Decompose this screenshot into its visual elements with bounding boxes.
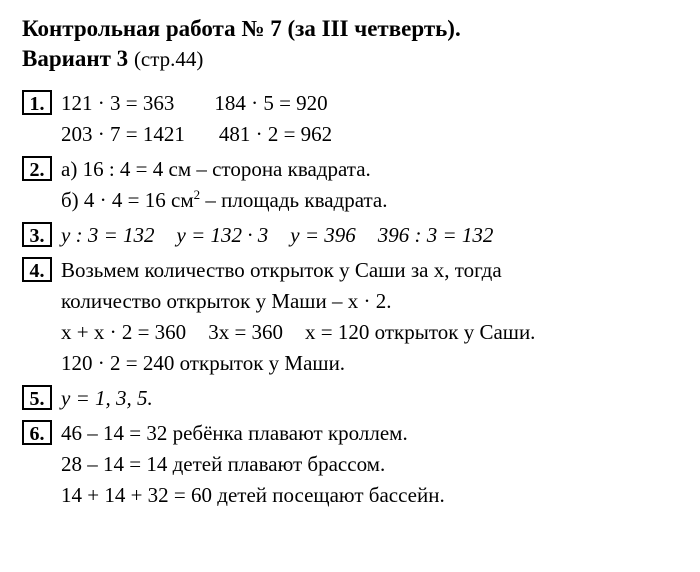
superscript: 2 bbox=[193, 187, 201, 202]
task-line bbox=[61, 88, 690, 119]
task-number: 1. bbox=[22, 90, 52, 115]
task-line: а) 16 : 4 = 4 см – сторона квадрата. bbox=[61, 157, 371, 181]
task-item bbox=[22, 154, 690, 216]
expression: 396 : 3 = 132 bbox=[377, 223, 494, 247]
task-line bbox=[61, 119, 690, 150]
task-number: 3. bbox=[22, 222, 52, 247]
task-content bbox=[61, 154, 690, 216]
expression: y : 3 = 132 bbox=[61, 223, 155, 247]
expression: 121 · 3 = 363 bbox=[61, 91, 175, 115]
expression-suffix: – площадь квадрата. bbox=[200, 188, 388, 212]
task-content bbox=[61, 383, 690, 414]
task-content bbox=[61, 88, 690, 150]
task-item bbox=[22, 88, 690, 150]
expression: 203 · 7 = 1421 bbox=[61, 122, 185, 146]
task-item bbox=[22, 255, 690, 379]
task-line: 28 – 14 = 14 детей плавают брассом. bbox=[61, 452, 386, 476]
page-reference: (стр.44) bbox=[133, 47, 204, 71]
task-content bbox=[61, 220, 690, 251]
header-block bbox=[22, 14, 690, 74]
expression: y = 396 bbox=[290, 223, 356, 247]
task-line: 120 · 2 = 240 открыток у Маши. bbox=[61, 351, 346, 375]
expression: x = 120 открыток у Саши. bbox=[305, 320, 536, 344]
task-line bbox=[61, 317, 690, 348]
expression: 3x = 360 bbox=[208, 320, 284, 344]
task-number: 4. bbox=[22, 257, 52, 282]
expression: 184 · 5 = 920 bbox=[214, 91, 328, 115]
task-line bbox=[61, 185, 690, 216]
task-item bbox=[22, 418, 690, 511]
variant-label: Вариант 3 bbox=[22, 46, 129, 71]
expression: x + x · 2 = 360 bbox=[61, 320, 187, 344]
task-line: количество открыток у Маши – x · 2. bbox=[61, 289, 392, 313]
expression: б) 4 · 4 = 16 см bbox=[61, 188, 194, 212]
task-number: 6. bbox=[22, 420, 52, 445]
task-line bbox=[61, 220, 690, 251]
task-content bbox=[61, 418, 690, 511]
variant-line bbox=[22, 44, 690, 74]
task-content bbox=[61, 255, 690, 379]
page-title: Контрольная работа № 7 (за III четверть). bbox=[22, 16, 461, 41]
task-line: y = 1, 3, 5. bbox=[61, 386, 153, 410]
task-list bbox=[22, 88, 690, 511]
task-number: 5. bbox=[22, 385, 52, 410]
task-number: 2. bbox=[22, 156, 52, 181]
task-item bbox=[22, 220, 690, 251]
task-line: 14 + 14 + 32 = 60 детей посещают бассейн. bbox=[61, 483, 445, 507]
expression: 481 · 2 = 962 bbox=[218, 122, 333, 146]
task-line: 46 – 14 = 32 ребёнка плавают кроллем. bbox=[61, 421, 408, 445]
expression: y = 132 · 3 bbox=[176, 223, 269, 247]
task-line: Возьмем количество открыток у Саши за x, тогда bbox=[61, 258, 502, 282]
task-item bbox=[22, 383, 690, 414]
